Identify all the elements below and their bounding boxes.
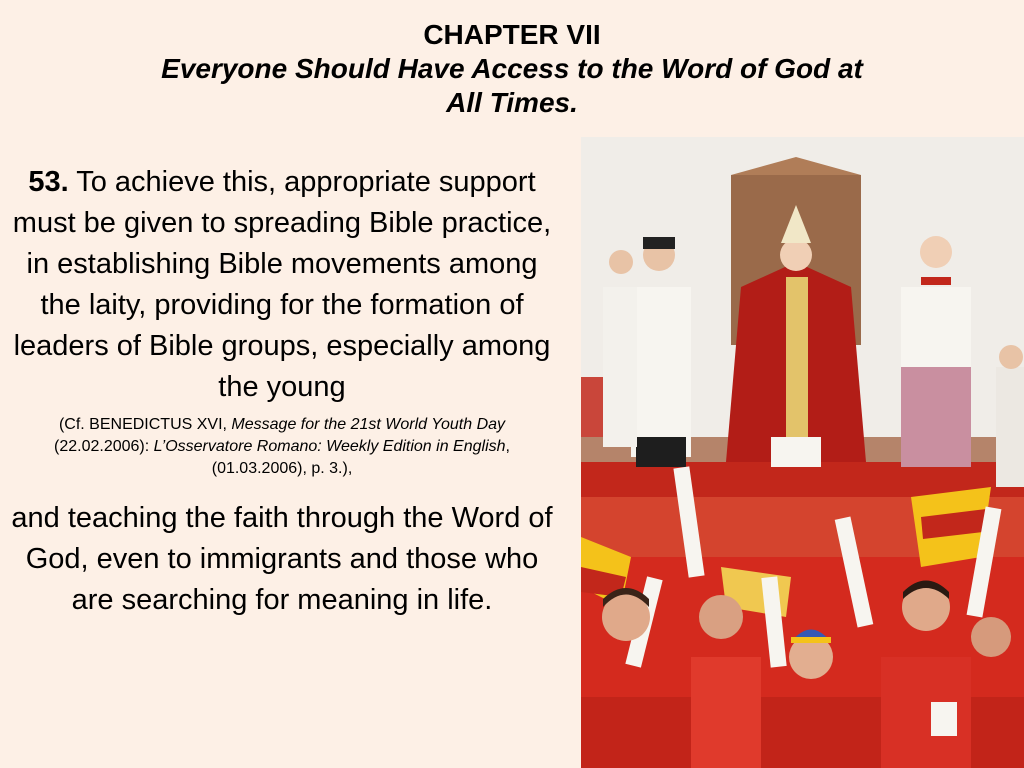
citation-title-2: L’Osservatore Romano: Weekly Edition in English bbox=[153, 438, 506, 455]
citation bbox=[12, 414, 552, 480]
paragraph-53 bbox=[8, 162, 556, 408]
chapter-subtitle bbox=[0, 52, 1024, 120]
photo-illustration bbox=[581, 137, 1024, 768]
subtitle-line-1: Everyone Should Have Access to the Word of God at bbox=[161, 53, 863, 84]
subtitle-line-2: All Times. bbox=[446, 87, 578, 118]
citation-mid: (22.02.2006): bbox=[54, 438, 154, 455]
paragraph-53-text: To achieve this, appropriate support must be given to spreading Bible practice, in establishing Bible movements among the laity, providing for the formation of leaders of Bible groups, especially among the young bbox=[12, 166, 552, 403]
citation-title-1: Message for the 21st World Youth Day bbox=[231, 416, 506, 433]
citation-suffix: , (01.03.2006), p. 3.), bbox=[211, 438, 510, 477]
slide-title bbox=[0, 18, 1024, 120]
citation-prefix: (Cf. BENEDICTUS XVI, bbox=[58, 416, 232, 433]
paragraph-continuation: and teaching the faith through the Word of God, even to immigrants and those who are searching for meaning in life. bbox=[11, 502, 553, 616]
chapter-heading: CHAPTER VII bbox=[423, 19, 601, 50]
paragraph-number: 53. bbox=[28, 166, 69, 198]
photo-image bbox=[581, 137, 1024, 768]
text-column bbox=[8, 162, 556, 621]
